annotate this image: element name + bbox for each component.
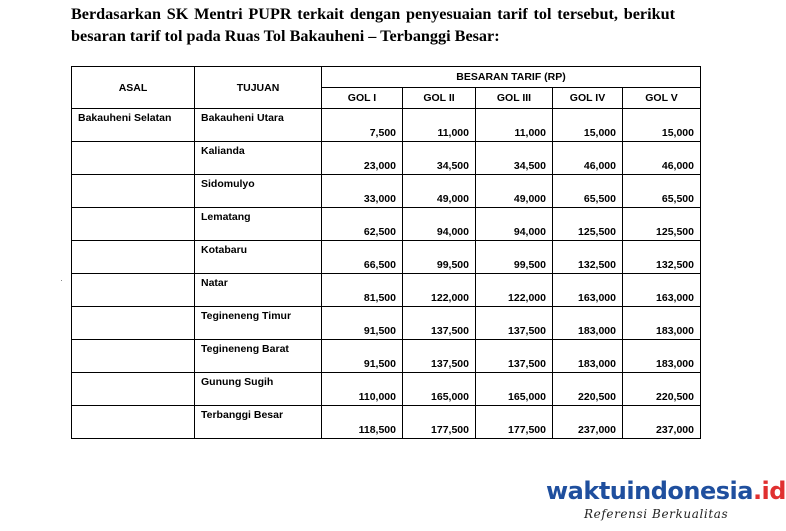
cell-tujuan: Kotabaru [195, 241, 322, 274]
cell-gol-4: 183,000 [553, 307, 623, 340]
cell-tujuan: Gunung Sugih [195, 373, 322, 406]
cell-gol-1: 62,500 [322, 208, 403, 241]
cell-gol-5: 132,500 [623, 241, 701, 274]
cell-tujuan: Tegineneng Barat [195, 340, 322, 373]
cell-gol-1: 23,000 [322, 142, 403, 175]
intro-line-2: besaran tarif tol pada Ruas Tol Bakauheni – Terbanggi Besar: [71, 27, 500, 45]
cell-tujuan: Sidomulyo [195, 175, 322, 208]
cell-gol-5: 65,500 [623, 175, 701, 208]
table-row [72, 241, 701, 274]
cell-tujuan: Tegineneng Timur [195, 307, 322, 340]
cell-gol-2: 49,000 [403, 175, 476, 208]
cell-asal [72, 241, 195, 274]
cell-tujuan: Bakauheni Utara [195, 109, 322, 142]
cell-gol-5: 125,500 [623, 208, 701, 241]
cell-gol-5: 183,000 [623, 340, 701, 373]
cell-gol-2: 99,500 [403, 241, 476, 274]
cell-gol-3: 165,000 [476, 373, 553, 406]
cell-gol-4: 65,500 [553, 175, 623, 208]
cell-gol-2: 11,000 [403, 109, 476, 142]
cell-asal [72, 142, 195, 175]
cell-gol-2: 137,500 [403, 307, 476, 340]
cell-gol-3: 122,000 [476, 274, 553, 307]
cell-gol-2: 122,000 [403, 274, 476, 307]
logo-name: waktuindonesia [546, 477, 753, 505]
table-row [72, 406, 701, 439]
cell-asal [72, 406, 195, 439]
cell-gol-4: 183,000 [553, 340, 623, 373]
cell-gol-1: 91,500 [322, 340, 403, 373]
cell-gol-1: 118,500 [322, 406, 403, 439]
header-gol-2: GOL II [403, 88, 476, 109]
logo-domain: .id [752, 477, 786, 505]
cell-gol-4: 220,500 [553, 373, 623, 406]
cell-gol-2: 34,500 [403, 142, 476, 175]
cell-asal [72, 274, 195, 307]
cell-gol-1: 110,000 [322, 373, 403, 406]
cell-tujuan: Kalianda [195, 142, 322, 175]
table-row [72, 307, 701, 340]
header-gol-4: GOL IV [553, 88, 623, 109]
cell-asal [72, 340, 195, 373]
cell-gol-3: 49,000 [476, 175, 553, 208]
cell-gol-4: 125,500 [553, 208, 623, 241]
cell-gol-5: 220,500 [623, 373, 701, 406]
cell-asal: Bakauheni Selatan [72, 109, 195, 142]
stray-dot [61, 280, 62, 281]
cell-gol-3: 11,000 [476, 109, 553, 142]
header-gol-3: GOL III [476, 88, 553, 109]
table-row [72, 274, 701, 307]
logo-wordmark [546, 476, 786, 506]
cell-gol-2: 94,000 [403, 208, 476, 241]
cell-gol-5: 15,000 [623, 109, 701, 142]
header-gol-1: GOL I [322, 88, 403, 109]
cell-tujuan: Natar [195, 274, 322, 307]
cell-gol-4: 46,000 [553, 142, 623, 175]
cell-gol-4: 132,500 [553, 241, 623, 274]
cell-gol-2: 177,500 [403, 406, 476, 439]
header-gol-5: GOL V [623, 88, 701, 109]
cell-gol-2: 165,000 [403, 373, 476, 406]
cell-gol-4: 237,000 [553, 406, 623, 439]
watermark-logo [546, 476, 786, 526]
intro-paragraph [71, 3, 675, 47]
cell-gol-5: 237,000 [623, 406, 701, 439]
cell-gol-2: 137,500 [403, 340, 476, 373]
table-row [72, 109, 701, 142]
cell-gol-5: 183,000 [623, 307, 701, 340]
cell-asal [72, 208, 195, 241]
cell-gol-1: 66,500 [322, 241, 403, 274]
cell-gol-1: 81,500 [322, 274, 403, 307]
table-row [72, 373, 701, 406]
header-tujuan: TUJUAN [195, 67, 322, 109]
table-row [72, 175, 701, 208]
cell-gol-3: 34,500 [476, 142, 553, 175]
cell-asal [72, 307, 195, 340]
tariff-table [71, 66, 701, 439]
cell-tujuan: Terbanggi Besar [195, 406, 322, 439]
cell-gol-1: 7,500 [322, 109, 403, 142]
logo-tagline: Referensi Berkualitas [584, 507, 729, 521]
cell-tujuan: Lematang [195, 208, 322, 241]
cell-gol-3: 177,500 [476, 406, 553, 439]
cell-asal [72, 373, 195, 406]
cell-gol-3: 137,500 [476, 340, 553, 373]
cell-gol-5: 163,000 [623, 274, 701, 307]
intro-line-1: Berdasarkan SK Mentri PUPR terkait dengan penyesuaian tarif tol tersebut, berikut [71, 5, 675, 23]
cell-gol-1: 91,500 [322, 307, 403, 340]
cell-gol-4: 163,000 [553, 274, 623, 307]
table-row [72, 208, 701, 241]
table-row [72, 142, 701, 175]
cell-gol-3: 99,500 [476, 241, 553, 274]
cell-gol-1: 33,000 [322, 175, 403, 208]
table-row [72, 340, 701, 373]
header-besaran-tarif: BESARAN TARIF (RP) [322, 67, 701, 88]
cell-gol-5: 46,000 [623, 142, 701, 175]
cell-gol-4: 15,000 [553, 109, 623, 142]
header-asal: ASAL [72, 67, 195, 109]
cell-gol-3: 137,500 [476, 307, 553, 340]
cell-gol-3: 94,000 [476, 208, 553, 241]
cell-asal [72, 175, 195, 208]
